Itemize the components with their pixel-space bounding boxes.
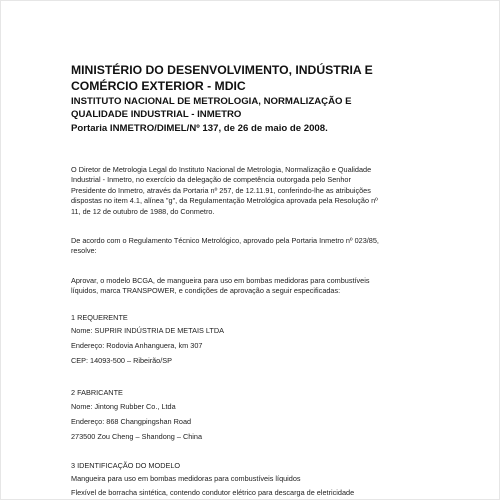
fabricante-name: Nome: Jintong Rubber Co., Ltda: [71, 402, 176, 411]
model-description-line: Mangueira para uso em bombas medidoras para combustíveis líquidos: [71, 474, 301, 483]
fabricante-address: Endereço: 868 Changpingshan Road: [71, 417, 192, 426]
institute-heading-line-1: INSTITUTO NACIONAL DE METROLOGIA, NORMALIZAÇÃO E: [71, 96, 352, 107]
approve-line: líquidos, marca TRANSPOWER, e condições de aprovação a seguir especificadas:: [71, 286, 341, 296]
fabricante-city: 273500 Zou Cheng – Shandong – China: [71, 432, 203, 441]
fabricante-section-title: 2 FABRICANTE: [71, 388, 123, 397]
institute-heading: [71, 96, 476, 121]
requerente-section-title: 1 REQUERENTE: [71, 313, 128, 322]
intro-line: dispostas no item 4.1, alínea "g", da Regulamentação Metrológica aprovada pela Resolução nº: [71, 196, 378, 206]
requerente-name: Nome: SUPRIR INDÚSTRIA DE METAIS LTDA: [71, 326, 224, 335]
intro-line: 11, de 12 de outubro de 1988, do Conmetro.: [71, 206, 215, 216]
intro-line: Industrial - Inmetro, no exercício da delegação de competência outorgada pelo Senhor: [71, 175, 351, 185]
accordance-line: resolve:: [71, 246, 97, 256]
approve-paragraph: [71, 276, 476, 297]
ministry-heading-line-2: COMÉRCIO EXTERIOR - MDIC: [71, 79, 246, 93]
ministry-heading: [71, 62, 476, 94]
requerente-cep: CEP: 14093-500 – Ribeirão/SP: [71, 356, 173, 365]
requerente-address: Endereço: Rodovia Anhanguera, km 307: [71, 341, 203, 350]
accordance-line: De acordo com o Regulamento Técnico Metrológico, aprovado pela Portaria Inmetro nº 023/85,: [71, 236, 379, 245]
ministry-heading-line-1: MINISTÉRIO DO DESENVOLVIMENTO, INDÚSTRIA E: [71, 63, 373, 77]
model-section-title: 3 IDENTIFICAÇÃO DO MODELO: [71, 461, 181, 470]
model-description-line: Flexível de borracha sintética, contendo condutor elétrico para descarga de eletricidade: [71, 488, 355, 497]
intro-paragraph: [71, 165, 476, 217]
intro-line: O Diretor de Metrologia Legal do Instituto Nacional de Metrologia, Normalização e Qualidade: [71, 165, 372, 174]
portaria-title: Portaria INMETRO/DIMEL/Nº 137, de 26 de maio de 2008.: [71, 123, 328, 134]
institute-heading-line-2: QUALIDADE INDUSTRIAL - INMETRO: [71, 108, 242, 120]
intro-line: Presidente do Inmetro, através da Portaria nº 257, de 12.11.91, conferindo-lhe as atribuições: [71, 185, 371, 195]
accordance-paragraph: [71, 236, 476, 257]
approve-line: Aprovar, o modelo BCGA, de mangueira para uso em bombas medidoras para combustíveis: [71, 276, 370, 285]
